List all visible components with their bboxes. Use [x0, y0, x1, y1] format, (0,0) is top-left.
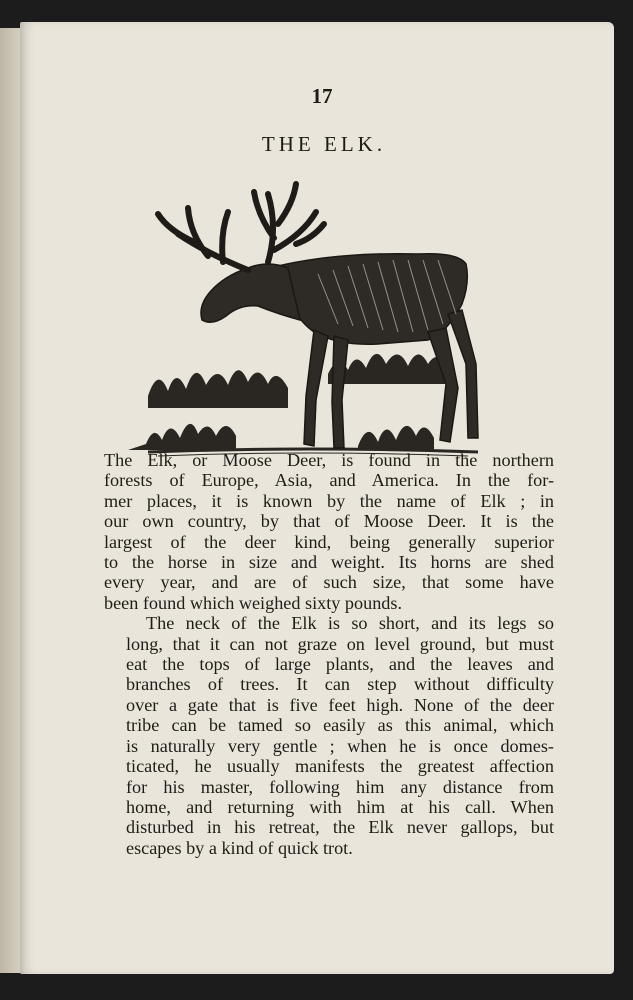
previous-page-edge [0, 28, 22, 973]
paragraph-2 [104, 613, 554, 858]
body-text [104, 450, 554, 858]
text-line: eat the tops of large plants, and the leaves and [126, 654, 554, 675]
text-line: tribe can be tamed so easily as this animal, which [126, 715, 554, 736]
text-line: home, and returning with him at his call. When [126, 796, 554, 817]
book-page [20, 22, 614, 974]
paragraph-1 [104, 450, 554, 613]
text-line: every year, and are of such size, that some have [104, 572, 554, 593]
text-line: mer places, it is known by the name of Elk ; in [104, 490, 554, 511]
text-line: escapes by a kind of quick trot. [126, 837, 353, 858]
text-line: to the horse in size and weight. Its horns are shed [104, 552, 554, 573]
page-title: THE ELK. [261, 132, 387, 156]
text-line: largest of the deer kind, being generally superior [104, 531, 554, 552]
text-line: forests of Europe, Asia, and America. In the for- [104, 470, 554, 491]
text-line: long, that it can not graze on level ground, but must [126, 633, 554, 654]
text-line: ticated, he usually manifests the greatest affection [126, 756, 554, 777]
text-line: for his master, following him any distance from [126, 776, 554, 797]
text-line: The Elk, or Moose Deer, is found in the northern [104, 450, 554, 470]
text-line: branches of trees. It can step without difficulty [126, 674, 554, 695]
text-line: The neck of the Elk is so short, and its legs so [146, 613, 554, 634]
text-line: disturbed in his retreat, the Elk never gallops, but [126, 817, 554, 838]
page-number: 17 [311, 84, 333, 108]
text-line: our own country, by that of Moose Deer. It is the [104, 511, 554, 532]
elk-woodcut-illustration [128, 164, 488, 459]
text-line: is naturally very gentle ; when he is once domes- [126, 735, 554, 756]
text-line: been found which weighed sixty pounds. [104, 592, 403, 613]
text-line: over a gate that is five feet high. None of the deer [126, 694, 554, 715]
